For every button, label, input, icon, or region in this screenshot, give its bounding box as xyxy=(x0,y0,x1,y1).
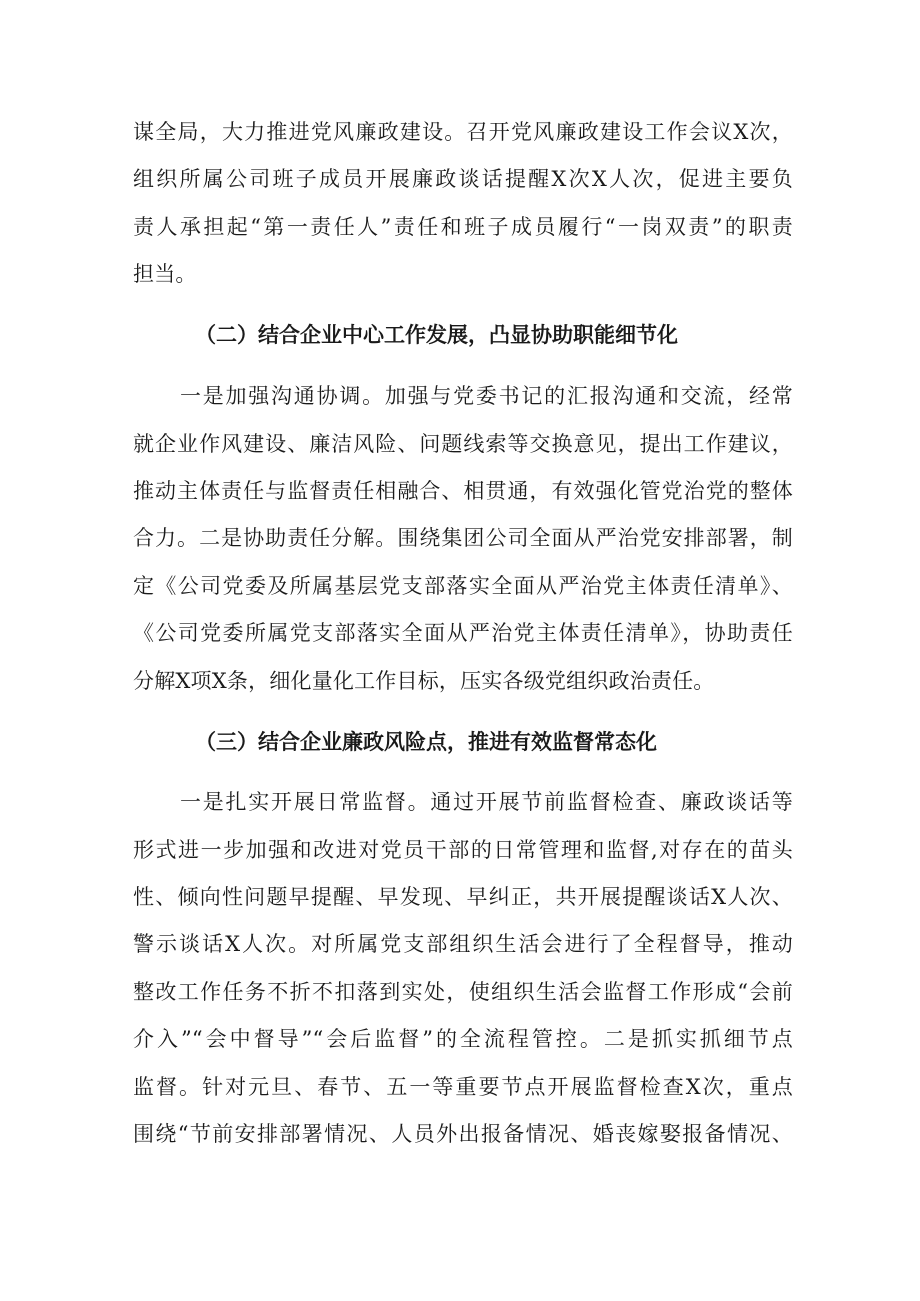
paragraph-1-line-1: 谋全局，大力推进党风廉政建设。召开党风廉政建设工作会议X次， xyxy=(133,120,793,144)
paragraph-3-line-2: 形式进一步加强和改进对党员干部的日常管理和监督,对存在的苗头 xyxy=(133,838,793,862)
paragraph-3-line-1: 一是扎实开展日常监督。通过开展节前监督检查、廉政谈话等 xyxy=(180,790,793,814)
paragraph-3-line-7: 监督。针对元旦、春节、五一等重要节点开展监督检查X次，重点 xyxy=(133,1075,793,1099)
paragraph-3-line-6: 介入”“会中督导”“会后监督”的全流程管控。二是抓实抓细节点 xyxy=(133,1027,793,1051)
paragraph-3-line-5: 整改工作任务不折不扣落到实处，使组织生活会监督工作形成“会前 xyxy=(133,980,793,1004)
paragraph-2-line-2: 就企业作风建设、廉洁风险、问题线索等交换意见，提出工作建议， xyxy=(133,432,793,456)
paragraph-2-line-5: 定《公司党委及所属基层党支部落实全面从严治党主体责任清单》、 xyxy=(133,574,793,598)
paragraph-1-line-3: 责人承担起“第一责任人”责任和班子成员履行“一岗双责”的职责 xyxy=(133,215,793,239)
paragraph-2-line-7: 分解X项X条，细化量化工作目标，压实各级党组织政治责任。 xyxy=(133,669,715,693)
paragraph-3-line-3: 性、倾向性问题早提醒、早发现、早纠正，共开展提醒谈话X人次、 xyxy=(133,885,793,909)
section-heading-3: （三）结合企业廉政风险点，推进有效监督常态化 xyxy=(195,730,657,754)
paragraph-1-line-2: 组织所属公司班子成员开展廉政谈话提醒X次X人次，促进主要负 xyxy=(133,167,793,191)
paragraph-1-line-4: 担当。 xyxy=(133,262,197,286)
paragraph-3-line-4: 警示谈话X人次。对所属党支部组织生活会进行了全程督导，推动 xyxy=(133,932,793,956)
paragraph-2-line-3: 推动主体责任与监督责任相融合、相贯通，有效强化管党治党的整体 xyxy=(133,479,793,503)
paragraph-2-line-6: 《公司党委所属党支部落实全面从严治党主体责任清单》，协助责任 xyxy=(133,621,793,645)
section-heading-2: （二）结合企业中心工作发展，凸显协助职能细节化 xyxy=(195,323,678,347)
paragraph-2-line-4: 合力。二是协助责任分解。围绕集团公司全面从严治党安排部署，制 xyxy=(133,526,793,550)
paragraph-2-line-1: 一是加强沟通协调。加强与党委书记的汇报沟通和交流，经常 xyxy=(180,384,793,408)
paragraph-3-line-8: 围绕“节前安排部署情况、人员外出报备情况、婚丧嫁娶报备情况、 xyxy=(133,1122,793,1146)
